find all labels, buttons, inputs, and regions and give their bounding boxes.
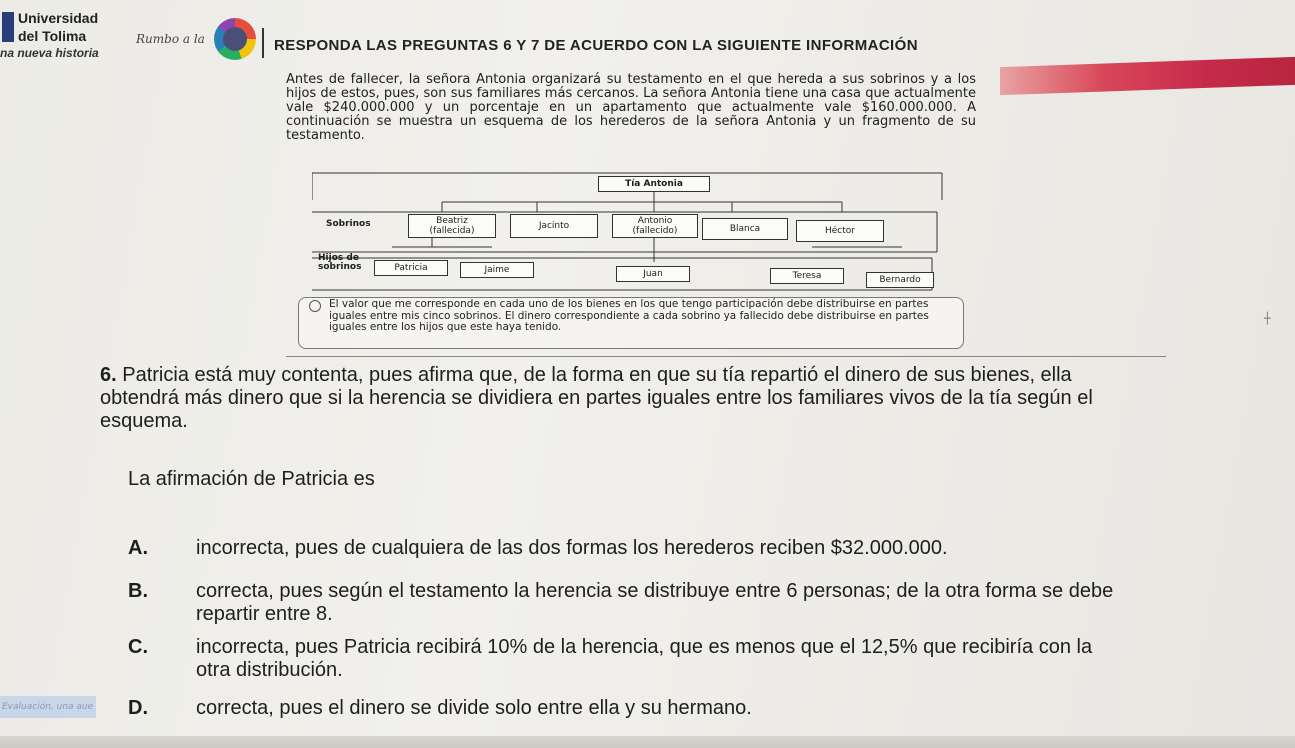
row-label-sobrinos: Sobrinos [326,219,371,229]
option-c[interactable] [128,636,1118,682]
node-antonio-name: Antonio [637,216,673,226]
node-bernardo: Bernardo [866,272,934,288]
option-a[interactable] [128,537,1118,560]
question-number: 6. [100,364,117,386]
margin-cross-icon: ┼ [1264,312,1271,325]
node-antonio-note: (fallecido) [632,226,678,236]
node-beatriz-note: (fallecida) [429,226,475,236]
node-blanca [702,218,788,240]
question-6 [100,364,1125,433]
option-b[interactable] [128,580,1118,626]
option-d-text: correcta, pues el dinero se divide solo entre ella y su hermano. [196,697,752,719]
decorative-stripe [1000,57,1295,95]
option-d-letter: D. [128,697,148,719]
option-a-text: incorrecta, pues de cualquiera de las dos formas los herederos reciben $32.000.000. [196,537,948,559]
note-bullet-icon [309,300,321,312]
node-hector-name: Héctor [825,226,855,236]
testament-note-text: El valor que me corresponde en cada uno de los bienes en los que tengo participación debe distribuirse en partes iguales entre mis cinco sobrinos. El dinero correspondiente a cada sobrino ya fallecido debe distribuirse en partes iguales entre los hijos que este haya tenido. [329,298,929,333]
university-name-line1: Universidad [18,10,99,26]
rumbo-tagline: Rumbo a la [136,32,205,46]
node-hector [796,220,884,242]
university-name-line2: del Tolima [18,28,87,44]
node-juan: Juan [616,266,690,282]
node-patricia: Patricia [374,260,448,276]
row-label-hijos-2: sobrinos [318,262,362,272]
node-antonio [612,214,698,238]
option-d[interactable] [128,697,1118,720]
question-text: Patricia está muy contenta, pues afirma que, de la forma en que su tía repartió el dinero de sus bienes, ella obtendrá más dinero que si la herencia se dividiera en partes iguales entre los familiares vivos de la tía según el esquema. [100,364,1093,432]
row-label-hijos-1: Hijos de [318,253,359,263]
section-title: RESPONDA LAS PREGUNTAS 6 Y 7 DE ACUERDO CON LA SIGUIENTE INFORMACIÓN [274,37,918,54]
page-bottom-edge [0,736,1295,748]
option-a-letter: A. [128,537,148,559]
university-emblem-icon [2,12,14,42]
option-b-letter: B. [128,580,148,602]
question-stem: La afirmación de Patricia es [128,468,375,490]
side-tab: Evaluación, una aue [0,696,96,718]
program-logo-icon [214,18,256,60]
node-jaime: Jaime [460,262,534,278]
header-divider [262,28,264,58]
intro-paragraph: Antes de fallecer, la señora Antonia organizará su testamento en el que hereda a sus sobrinos y a los hijos de estos, pues, son sus familiares más cercanos. La señora Antonia tiene una casa que actualmente vale $240.000.000 y un porcentaje en un apartamento que actualmente vale $160.000.000. A continuación se muestra un esquema de los herederos de la señora Antonia y un fragmento de su testamento. [286,72,976,143]
node-jacinto [510,214,598,238]
node-beatriz-name: Beatriz [436,216,468,226]
option-b-text: correcta, pues según el testamento la herencia se distribuye entre 6 personas; de la otra forma se debe repartir entre 8. [196,580,1114,625]
node-tia-antonia: Tía Antonia [598,176,710,192]
testament-note-box [298,297,964,349]
node-teresa: Teresa [770,268,844,284]
node-beatriz [408,214,496,238]
node-jacinto-name: Jacinto [538,221,570,231]
option-c-text: incorrecta, pues Patricia recibirá 10% de la herencia, que es menos que el 12,5% que recibiría con la otra distribución. [196,636,1093,681]
heirs-diagram [312,162,944,294]
university-slogan: na nueva historia [0,46,99,60]
section-rule [286,356,1166,357]
option-c-letter: C. [128,636,148,658]
node-blanca-name: Blanca [729,224,761,234]
